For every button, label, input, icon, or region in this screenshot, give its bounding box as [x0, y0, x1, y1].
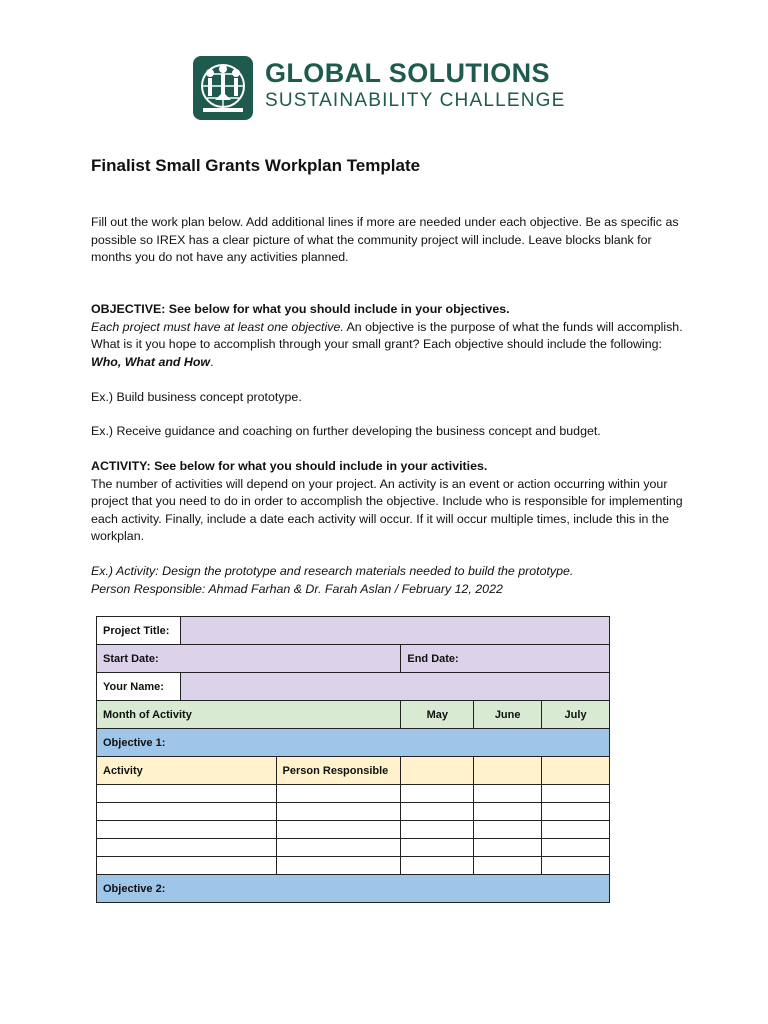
brand-name: GLOBAL SOLUTIONS — [265, 58, 550, 88]
table-row — [97, 645, 610, 673]
objective-emphasis: Who, What and How — [91, 354, 211, 369]
table-row — [97, 821, 610, 839]
end-date-cell[interactable]: End Date: — [401, 645, 610, 673]
table-row — [97, 729, 610, 757]
brand-logo — [193, 56, 566, 120]
objective-1-row[interactable]: Objective 1: — [97, 729, 610, 757]
person-cell[interactable] — [276, 821, 401, 839]
table-row — [97, 785, 610, 803]
may-cell[interactable] — [401, 839, 474, 857]
objective-2-row[interactable]: Objective 2: — [97, 875, 610, 903]
table-row — [97, 673, 610, 701]
july-cell[interactable] — [542, 785, 610, 803]
may-cell[interactable] — [401, 821, 474, 839]
june-cell[interactable] — [474, 839, 542, 857]
person-cell[interactable] — [276, 803, 401, 821]
june-cell[interactable] — [474, 821, 542, 839]
activity-cell[interactable] — [97, 839, 277, 857]
month-of-activity-label: Month of Activity — [97, 701, 401, 729]
objective-text: An objective is the purpose of what the funds will accomplish. What is it you hope to accomplish through your small grant? Each objective should include the following: — [91, 319, 683, 351]
month-june: June — [474, 701, 542, 729]
table-row — [97, 803, 610, 821]
july-cell[interactable] — [542, 857, 610, 875]
project-title-field[interactable] — [180, 617, 609, 645]
activity-cell[interactable] — [97, 857, 277, 875]
objective-heading: OBJECTIVE: See below for what you should include in your objectives. — [91, 302, 510, 316]
objective-section — [91, 301, 691, 371]
workplan-table — [96, 616, 610, 903]
june-header-cell — [474, 757, 542, 785]
objective-example-2: Ex.) Receive guidance and coaching on further developing the business concept and budget. — [91, 424, 601, 438]
may-cell[interactable] — [401, 857, 474, 875]
person-cell[interactable] — [276, 785, 401, 803]
activity-header: Activity — [97, 757, 277, 785]
activity-description: The number of activities will depend on your project. An activity is an event or action occurring within your project that you need to do in order to accomplish the objective. Include who is responsible for implementing each activity. Finally, include a date each activity will occur. If it will occur multiple times, include this in the workplan. — [91, 476, 683, 543]
document-title: Finalist Small Grants Workplan Template — [91, 156, 421, 175]
june-cell[interactable] — [474, 785, 542, 803]
activity-example-line1: Ex.) Activity: Design the prototype and research materials needed to build the prototype. — [91, 564, 574, 578]
may-header-cell — [401, 757, 474, 785]
your-name-label: Your Name: — [97, 673, 181, 701]
may-cell[interactable] — [401, 785, 474, 803]
person-cell[interactable] — [276, 857, 401, 875]
objective-description — [91, 319, 691, 372]
activity-cell[interactable] — [97, 821, 277, 839]
month-may: May — [401, 701, 474, 729]
intro-paragraph: Fill out the work plan below. Add additional lines if more are needed under each objective. Be as specific as possible so IREX has a clear picture of what the community project will include. Leave blocks blank for months you do not have any activities planned. — [91, 215, 679, 264]
july-cell[interactable] — [542, 803, 610, 821]
month-july: July — [542, 701, 610, 729]
table-row — [97, 757, 610, 785]
june-cell[interactable] — [474, 803, 542, 821]
table-row — [97, 701, 610, 729]
july-header-cell — [542, 757, 610, 785]
table-row — [97, 839, 610, 857]
july-cell[interactable] — [542, 839, 610, 857]
activity-example-line2: Person Responsible: Ahmad Farhan & Dr. Farah Aslan / February 12, 2022 — [91, 581, 503, 596]
activity-section — [91, 458, 691, 546]
activity-cell[interactable] — [97, 803, 277, 821]
objective-lead: Each project must have at least one objective. — [91, 319, 344, 334]
june-cell[interactable] — [474, 857, 542, 875]
may-cell[interactable] — [401, 803, 474, 821]
globe-people-logo-icon — [193, 56, 253, 120]
your-name-field[interactable] — [180, 673, 609, 701]
table-row — [97, 857, 610, 875]
activity-example — [91, 563, 691, 598]
activity-heading: ACTIVITY: See below for what you should include in your activities. — [91, 459, 488, 473]
objective-end: . — [210, 354, 214, 369]
brand-tagline: SUSTAINABILITY CHALLENGE — [265, 90, 566, 111]
person-responsible-header: Person Responsible — [276, 757, 401, 785]
objective-example-1: Ex.) Build business concept prototype. — [91, 390, 302, 404]
table-row — [97, 875, 610, 903]
person-cell[interactable] — [276, 839, 401, 857]
july-cell[interactable] — [542, 821, 610, 839]
table-row — [97, 617, 610, 645]
activity-cell[interactable] — [97, 785, 277, 803]
start-date-cell[interactable]: Start Date: — [97, 645, 401, 673]
project-title-label: Project Title: — [97, 617, 181, 645]
